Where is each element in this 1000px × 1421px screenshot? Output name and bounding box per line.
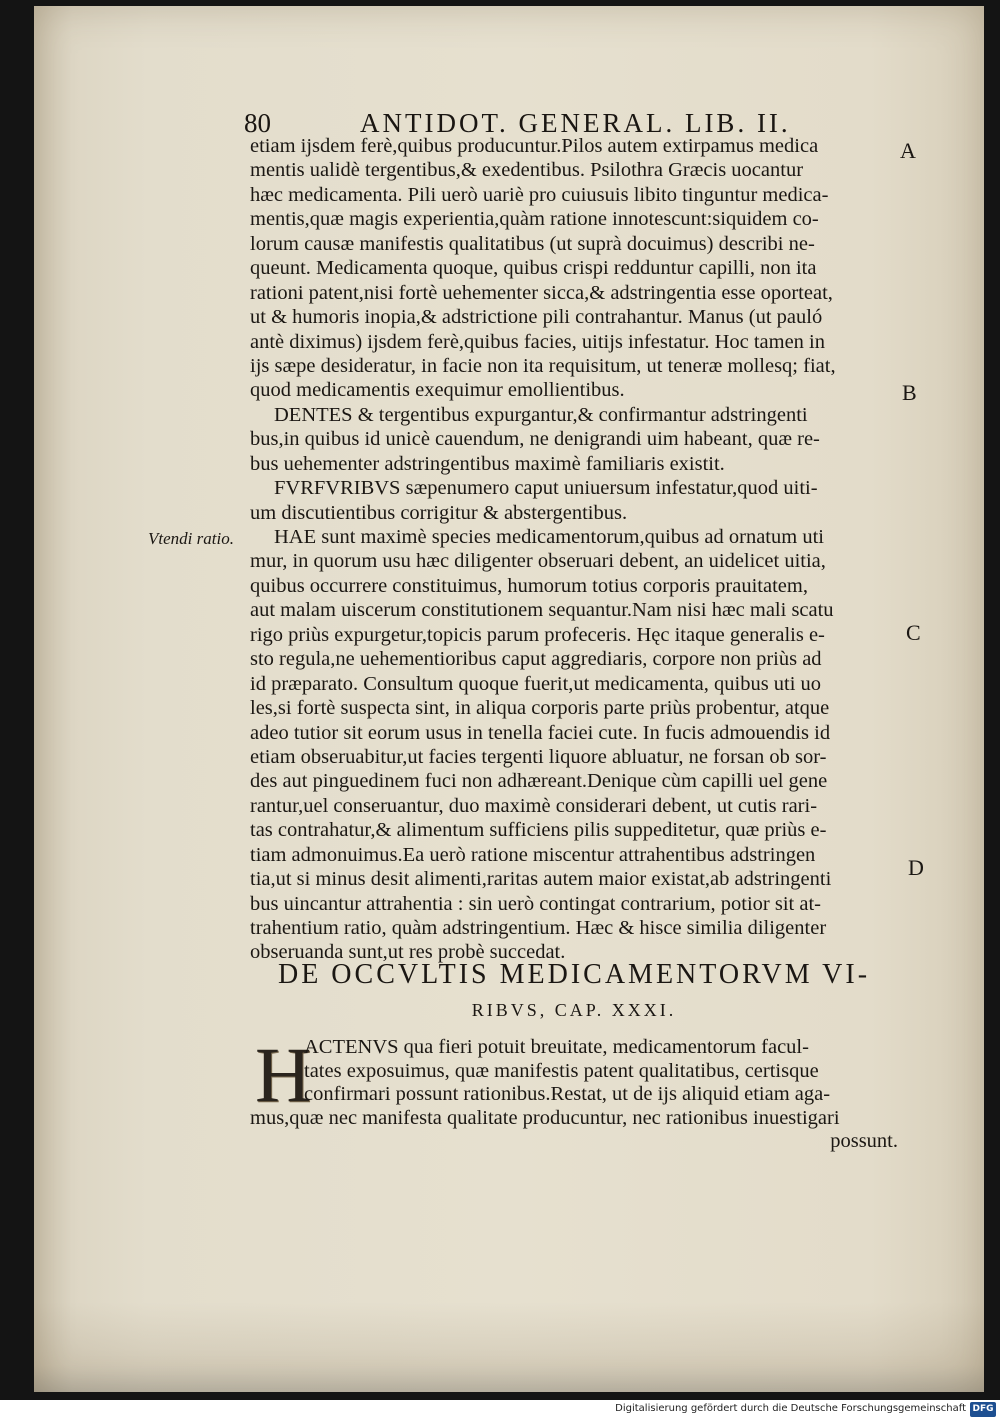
decorated-initial: H <box>255 1031 312 1118</box>
text-line: tates exposuimus, quæ manifestis patent qualitatibus, certisque <box>304 1059 819 1082</box>
text-line: mus,quæ nec manifesta qualitate producuntur, nec rationibus inuestigari <box>250 1106 840 1129</box>
text-line: les,si fortè suspecta sint, in aliqua corporis parte priùs probentur, atque <box>250 697 830 720</box>
text-line: tas contrahatur,& alimentum sufficiens pilis suppeditetur, quæ priùs e- <box>250 819 827 842</box>
chapter-text-block <box>250 1031 898 1154</box>
dfg-logo: DFG <box>970 1402 996 1417</box>
text-line: queunt. Medicamenta quoque, quibus crispi redduntur capilli, non ita <box>250 257 817 280</box>
text-line: um discutientibus corrigitur & abstergentibus. <box>250 501 628 524</box>
text-line: bus,in quibus id unicè cauendum, ne denigrandi uim habeant, quæ re- <box>250 428 820 451</box>
text-line: rationi patent,nisi fortè uehementer sicca,& adstringentia esse oporteat, <box>250 281 833 304</box>
text-line: etiam obseruabitur,ut facies tergenti liquore abluatur, ne forsan ob sor- <box>250 745 827 768</box>
text-line: obseruanda sunt,ut res probè succedat. <box>250 941 566 964</box>
text-line: FVRFVRIBVS sæpenumero caput uniuersum infestatur,quod uiti- <box>274 477 818 500</box>
text-line: mentis ualidè tergentibus,& exedentibus. Psilothra Græcis uocantur <box>250 159 804 182</box>
text-line: HAE sunt maximè species medicamentorum,quibus ad ornatum uti <box>274 526 824 548</box>
text-line: ijs sæpe desideratur, in facie non ita requisitum, ut teneræ mollesq; fiat, <box>250 354 836 377</box>
text-line: ACTENVS qua fieri potuit breuitate, medicamentorum facul- <box>304 1036 809 1058</box>
chapter-heading <box>250 958 898 1028</box>
text-line: bus uincantur attrahentia : sin uerò contingat contrarium, potior sit at- <box>250 892 821 915</box>
text-line: possunt. <box>830 1130 898 1152</box>
section-marker-a: A <box>900 138 916 163</box>
text-line: adeo tutior sit eorum usus in tenella faciei cute. In fucis admouendis id <box>250 721 831 744</box>
page-number: 80 <box>244 108 271 138</box>
funding-credit: Digitalisierung gefördert durch die Deutsche Forschungsgemeinschaft <box>615 1403 966 1414</box>
text-line: quibus occurrere constituimus, humorum totius corporis prauitatem, <box>250 574 808 597</box>
text-line: rigo priùs expurgetur,topicis parum profeceris. Hęc itaque generalis e- <box>250 623 825 646</box>
text-line: trahentium ratio, quàm adstringentium. Hæc & hisce similia diligenter <box>250 917 827 939</box>
text-line: aut malam uiscerum constitutionem sequantur.Nam nisi hæc mali scatu <box>250 599 834 622</box>
chapter-title-line-2: RIBVS, CAP. XXXI. <box>471 1000 677 1020</box>
text-line: tiam admonuimus.Ea uerò ratione miscentur attrahentibus adstringen <box>250 843 816 866</box>
text-line: confirmari possunt rationibus.Restat, ut de ijs aliquid etiam aga- <box>304 1083 831 1105</box>
section-marker-b: B <box>902 380 917 405</box>
text-line: antè diximus) ijsdem ferè,quibus facies, uitijs infestatur. Hoc tamen in <box>250 330 826 353</box>
margin-note: Vtendi ratio. <box>148 529 234 548</box>
text-line: DENTES & tergentibus expurgantur,& confirmantur adstringenti <box>274 403 808 426</box>
text-line: des aut pinguedinem fuci non adhæreant.Denique cùm capilli uel gene <box>250 770 828 793</box>
section-marker-d: D <box>908 855 924 880</box>
text-line: bus uehementer adstringentibus maximè familiaris existit. <box>250 452 725 475</box>
section-marker-c: C <box>906 620 921 645</box>
text-line: ut & humoris inopia,& adstrictione pili contrahantur. Manus (ut pauló <box>250 306 823 329</box>
text-line: sto regula,ne uehementioribus caput aggrediaris, corpore non priùs ad <box>250 648 822 671</box>
text-line: id præparato. Consultum quoque fuerit,ut medicamenta, quibus uti uo <box>250 672 822 695</box>
text-line: mentis,quæ magis experientia,quàm ratione innotescunt:siquidem co- <box>250 208 819 231</box>
digitization-footer <box>0 1400 1000 1421</box>
chapter-title-line-1: DE OCCVLTIS MEDICAMENTORVM VI- <box>277 959 871 990</box>
text-line: hæc medicamenta. Pili uerò uariè pro cuiusuis libito tinguntur medica- <box>250 183 829 206</box>
running-head-title: ANTIDOT. GENERAL. LIB. II. <box>360 108 791 138</box>
main-text-block <box>250 134 898 965</box>
text-line: lorum causæ manifestis qualitatibus (ut suprà docuimus) describi ne- <box>250 232 815 255</box>
text-line: tia,ut si minus desit alimenti,raritas autem maior existat,ab adstringenti <box>250 868 832 891</box>
text-line: quod medicamentis exequimur emollientibus. <box>250 379 625 402</box>
text-line: etiam ijsdem ferè,quibus producuntur.Pilos autem extirpamus medica <box>250 135 819 157</box>
text-line: mur, in quorum usu hæc diligenter obseruari debent, an uidelicet uitia, <box>250 550 826 573</box>
text-line: rantur,uel conseruantur, duo maximè considerari debent, ut cutis rari- <box>250 794 818 817</box>
